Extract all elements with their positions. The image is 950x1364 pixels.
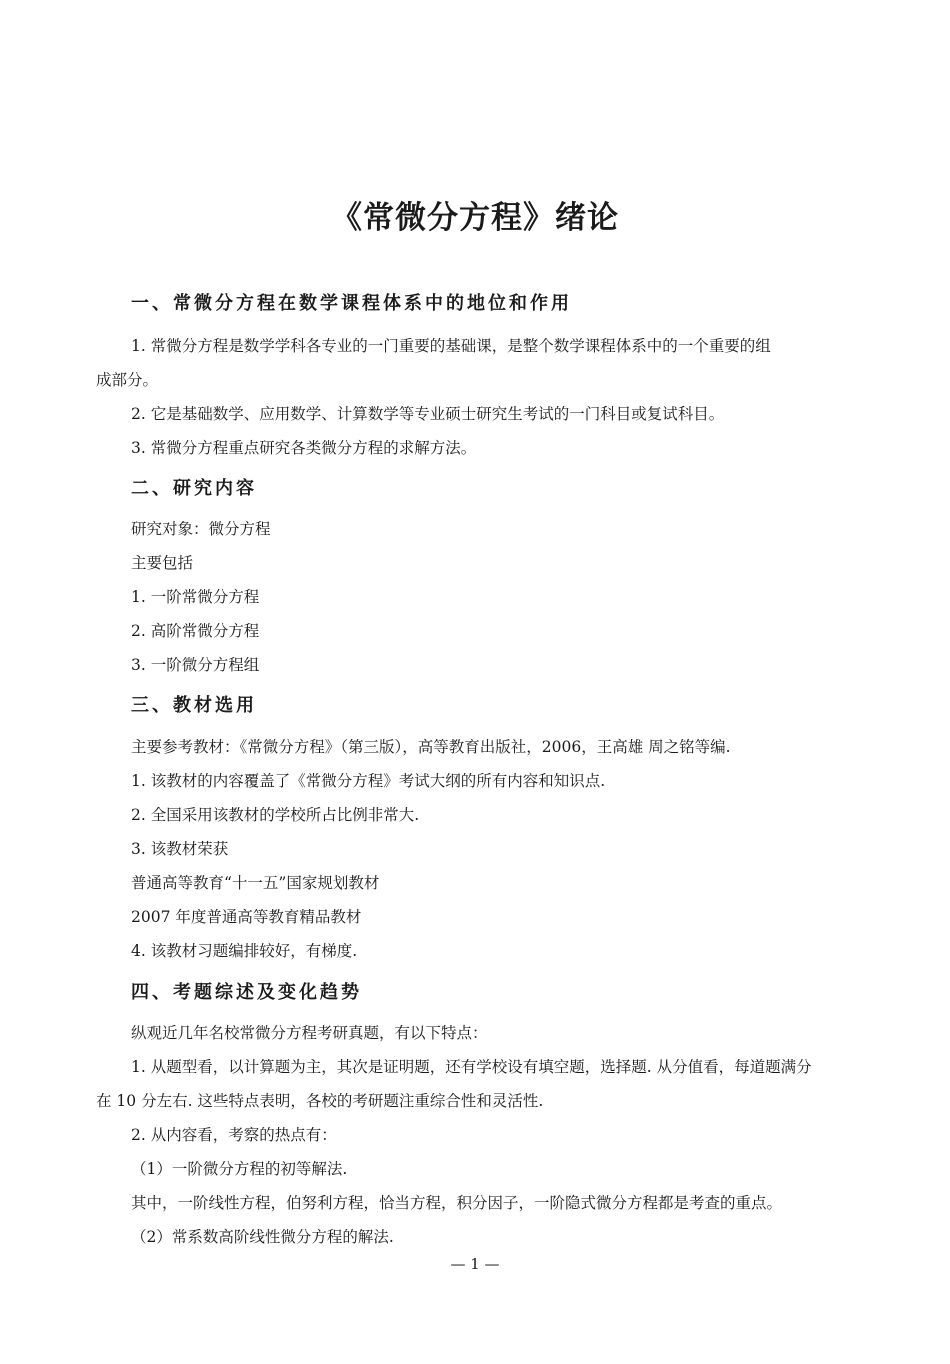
paragraph-s4-1: 纵观近几年名校常微分方程考研真题，有以下特点： <box>131 1024 488 1042</box>
section-heading-4: 四、考题综述及变化趋势 <box>131 982 362 1003</box>
paragraph-s3-3: 2. 全国采用该教材的学校所占比例非常大. <box>131 806 420 824</box>
section-heading-2: 二、研究内容 <box>131 478 257 499</box>
paragraph-s1-3: 3. 常微分方程重点研究各类微分方程的求解方法。 <box>131 439 477 457</box>
page-number: — 1 — <box>450 1255 500 1273</box>
paragraph-s2-4: 2. 高阶常微分方程 <box>131 622 260 640</box>
paragraph-s2-5: 3. 一阶微分方程组 <box>131 656 260 674</box>
paragraph-s4-2 <box>96 1050 858 1118</box>
paragraph-s2-2: 主要包括 <box>131 554 194 572</box>
paragraph-s1-2: 2. 它是基础数学、应用数学、计算数学等专业硕士研究生考试的一门科目或复试科目。 <box>131 405 725 423</box>
paragraph-s4-6: （2）常系数高阶线性微分方程的解法. <box>131 1228 394 1246</box>
document-title: 《常微分方程》绪论 <box>331 200 619 236</box>
paragraph-s2-1: 研究对象：微分方程 <box>131 520 271 538</box>
paragraph-s4-5: 其中，一阶线性方程，伯努利方程，恰当方程，积分因子，一阶隐式微分方程都是考查的重点。 <box>131 1194 783 1212</box>
paragraph-s3-7: 4. 该教材习题编排较好，有梯度. <box>131 942 358 960</box>
section-heading-1: 一、常微分方程在数学课程体系中的地位和作用 <box>131 293 572 314</box>
paragraph-line: 1. 常微分方程是数学学科各专业的一门重要的基础课，是整个数学课程体系中的一个重要的组 <box>131 337 771 355</box>
paragraph-s3-5: 普通高等教育“十一五”国家规划教材 <box>131 874 380 892</box>
paragraph-s4-3: 2. 从内容看，考察的热点有： <box>131 1126 337 1144</box>
paragraph-s1-1 <box>96 329 858 397</box>
paragraph-s4-4: （1）一阶微分方程的初等解法. <box>131 1160 348 1178</box>
paragraph-line: 成部分。 <box>96 371 159 389</box>
paragraph-line: 在 10 分左右. 这些特点表明，各校的考研题注重综合性和灵活性. <box>96 1092 544 1110</box>
paragraph-line: 1. 从题型看，以计算题为主，其次是证明题，还有学校设有填空题，选择题. 从分值看，每道题满分 <box>131 1058 812 1076</box>
paragraph-s3-6: 2007 年度普通高等教育精品教材 <box>131 908 362 926</box>
paragraph-s3-2: 1. 该教材的内容覆盖了《常微分方程》考试大纲的所有内容和知识点. <box>131 772 606 790</box>
paragraph-s3-4: 3. 该教材荣获 <box>131 840 229 858</box>
paragraph-s2-3: 1. 一阶常微分方程 <box>131 588 260 606</box>
paragraph-s3-1: 主要参考教材：《常微分方程》（第三版），高等教育出版社，2006，王高雄 周之铭等编. <box>131 738 731 756</box>
section-heading-3: 三、教材选用 <box>131 695 257 716</box>
